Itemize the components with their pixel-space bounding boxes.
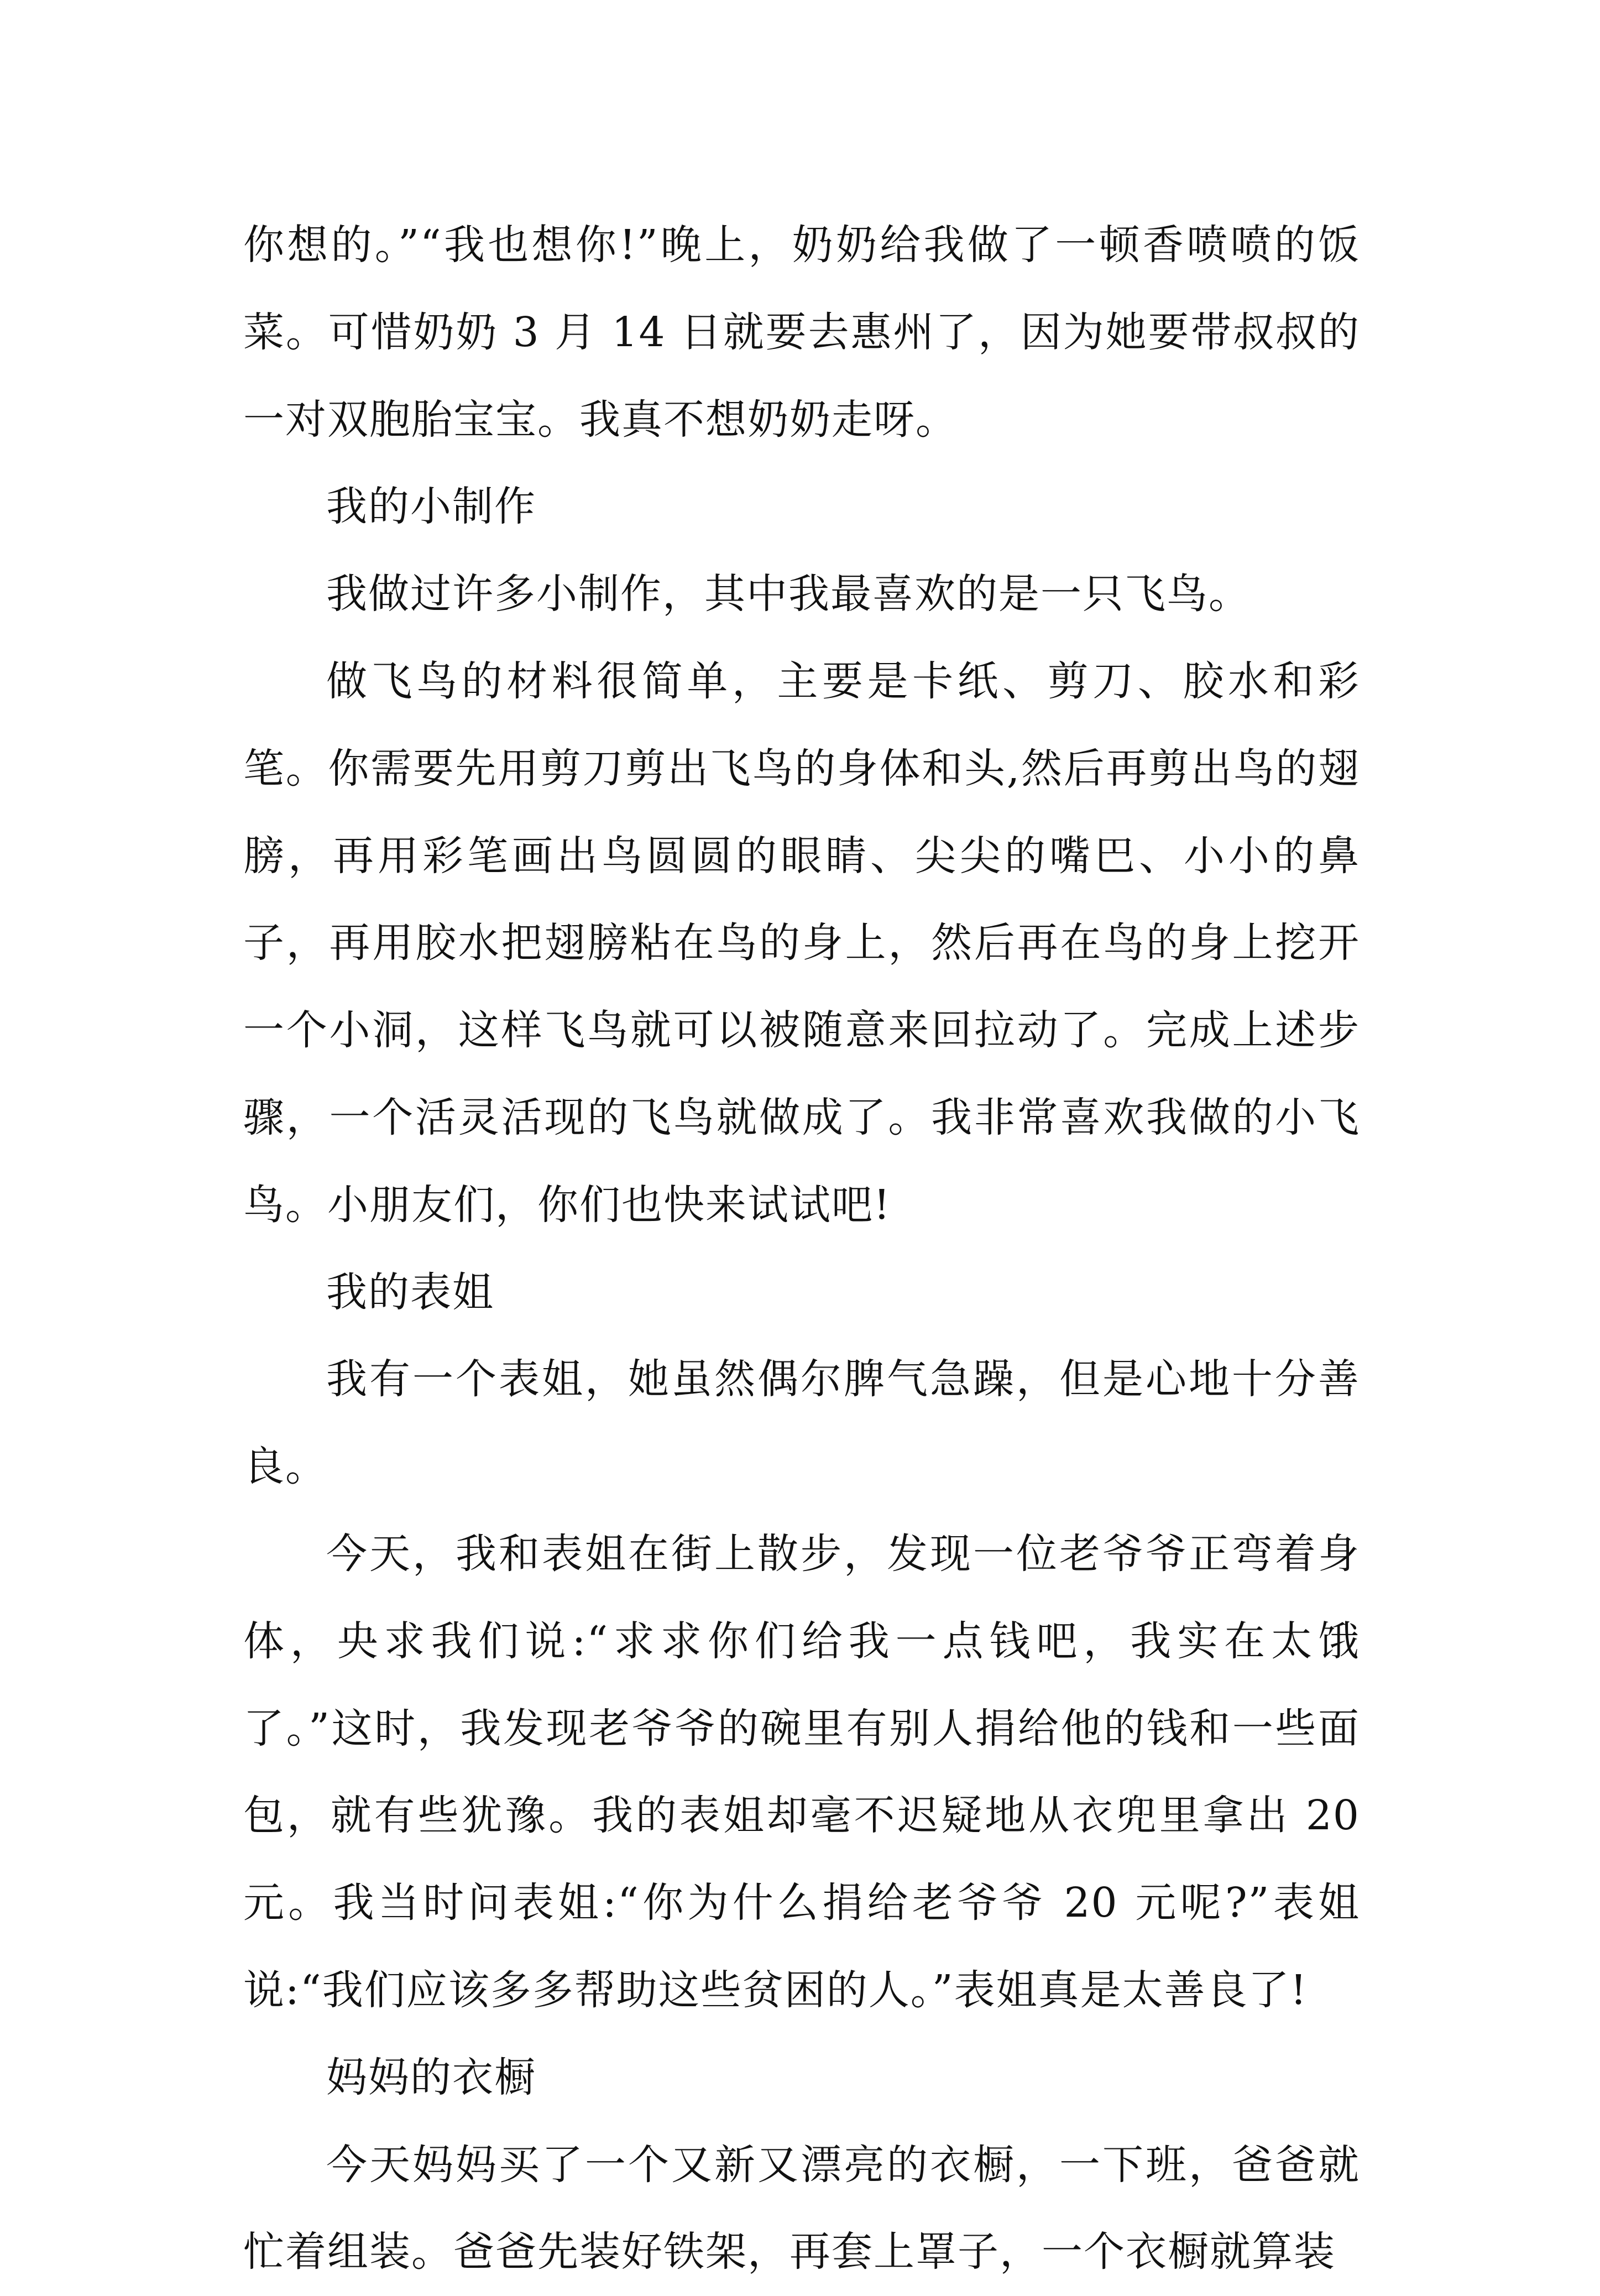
paragraph-cousin-intro: 我有一个表姐，她虽然偶尔脾气急躁，但是心地十分善良。 [243, 1355, 1360, 1491]
paragraph-wardrobe-story: 今天妈妈买了一个又新又漂亮的衣橱，一下班，爸爸就忙着组装。爸爸先装好铁架，再套上罩子，一个衣橱就算装 [243, 2141, 1360, 2276]
heading-my-cousin: 我的表姐 [326, 1268, 494, 1316]
paragraph-handicraft-steps: 做飞鸟的材料很简单，主要是卡纸、剪刀、胶水和彩笔。你需要先用剪刀剪出飞鸟的身体和头,然后再剪出鸟的翅膀，再用彩笔画出鸟圆圆的眼睛、尖尖的嘴巴、小小的鼻子，再用胶水把翅膀粘在鸟的身上，然后再在鸟的身上挖开一个小洞，这样飞鸟就可以被随意来回拉动了。完成上述步骤，一个活灵活现的飞鸟就做成了。我非常喜欢我做的小飞鸟。小朋友们，你们也快来试试吧! [243, 657, 1360, 1229]
paragraph-grandma-continued: 你想的。”“我也想你!”晚上，奶奶给我做了一顿香喷喷的饭菜。可惜奶奶 3 月 14 日就要去惠州了，因为她要带叔叔的一对双胞胎宝宝。我真不想奶奶走呀。 [243, 221, 1360, 443]
paragraph-cousin-story: 今天，我和表姐在街上散步，发现一位老爷爷正弯着身体，央求我们说:“求求你们给我一点钱吧，我实在太饿了。”这时，我发现老爷爷的碗里有别人捐给他的钱和一些面包，就有些犹豫。我的表姐却毫不迟疑地从衣兜里拿出 20 元。我当时问表姐:“你为什么捐给老爷爷 20 元呢?”表姐说:“我们应该多多帮助这些贫困的人。”表姐真是太善良了! [243, 1530, 1360, 2014]
heading-my-handicraft: 我的小制作 [326, 483, 536, 531]
heading-mom-wardrobe: 妈妈的衣橱 [326, 2053, 536, 2101]
document-body [243, 202, 1360, 2296]
paragraph-handicraft-intro: 我做过许多小制作，其中我最喜欢的是一只飞鸟。 [326, 570, 1251, 618]
